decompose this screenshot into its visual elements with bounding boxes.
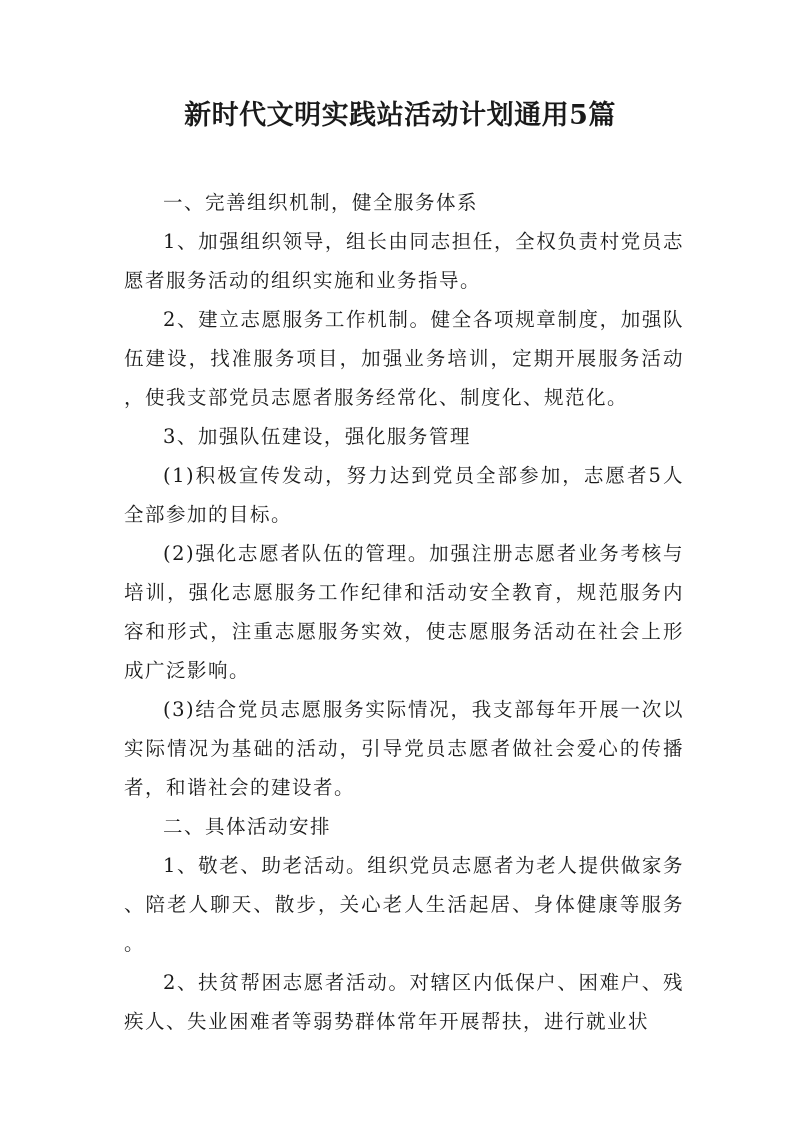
paragraph-subitem-2: (2)强化志愿者队伍的管理。加强注册志愿者业务考核与培训，强化志愿服务工作纪律和活动安全教育，规范服务内容和形式，注重志愿服务实效，使志愿服务活动在社会上形成广泛影响。 [124, 542, 684, 682]
paragraph-activity-2: 2、扶贫帮困志愿者活动。对辖区内低保户、困难户、残疾人、失业困难者等弱势群体常年开展帮扶，进行就业状 [124, 971, 684, 1033]
paragraph-subitem-1: (1)积极宣传发动，努力达到党员全部参加，志愿者5人全部参加的目标。 [124, 464, 684, 526]
document-title: 新时代文明实践站活动计划通用5篇 [184, 100, 616, 131]
document-body [124, 183, 684, 1041]
paragraph-item-3: 3、加强队伍建设，强化服务管理 [163, 425, 471, 448]
paragraph-item-1: 1、加强组织领导，组长由同志担任，全权负责村党员志愿者服务活动的组织实施和业务指导。 [124, 230, 684, 292]
paragraph-subitem-3: (3)结合党员志愿服务实际情况，我支部每年开展一次以实际情况为基础的活动，引导党员志愿者做社会爱心的传播者，和谐社会的建设者。 [124, 698, 684, 799]
paragraph-activity-1: 1、敬老、助老活动。组织党员志愿者为老人提供做家务、陪老人聊天、散步，关心老人生活起居、身体健康等服务。 [124, 854, 684, 955]
paragraph-item-2: 2、建立志愿服务工作机制。健全各项规章制度，加强队伍建设，找准服务项目，加强业务培训，定期开展服务活动，使我支部党员志愿者服务经常化、制度化、规范化。 [124, 308, 684, 409]
heading-section-1: 一、完善组织机制，健全服务体系 [163, 191, 479, 214]
heading-section-2: 二、具体活动安排 [163, 815, 332, 838]
